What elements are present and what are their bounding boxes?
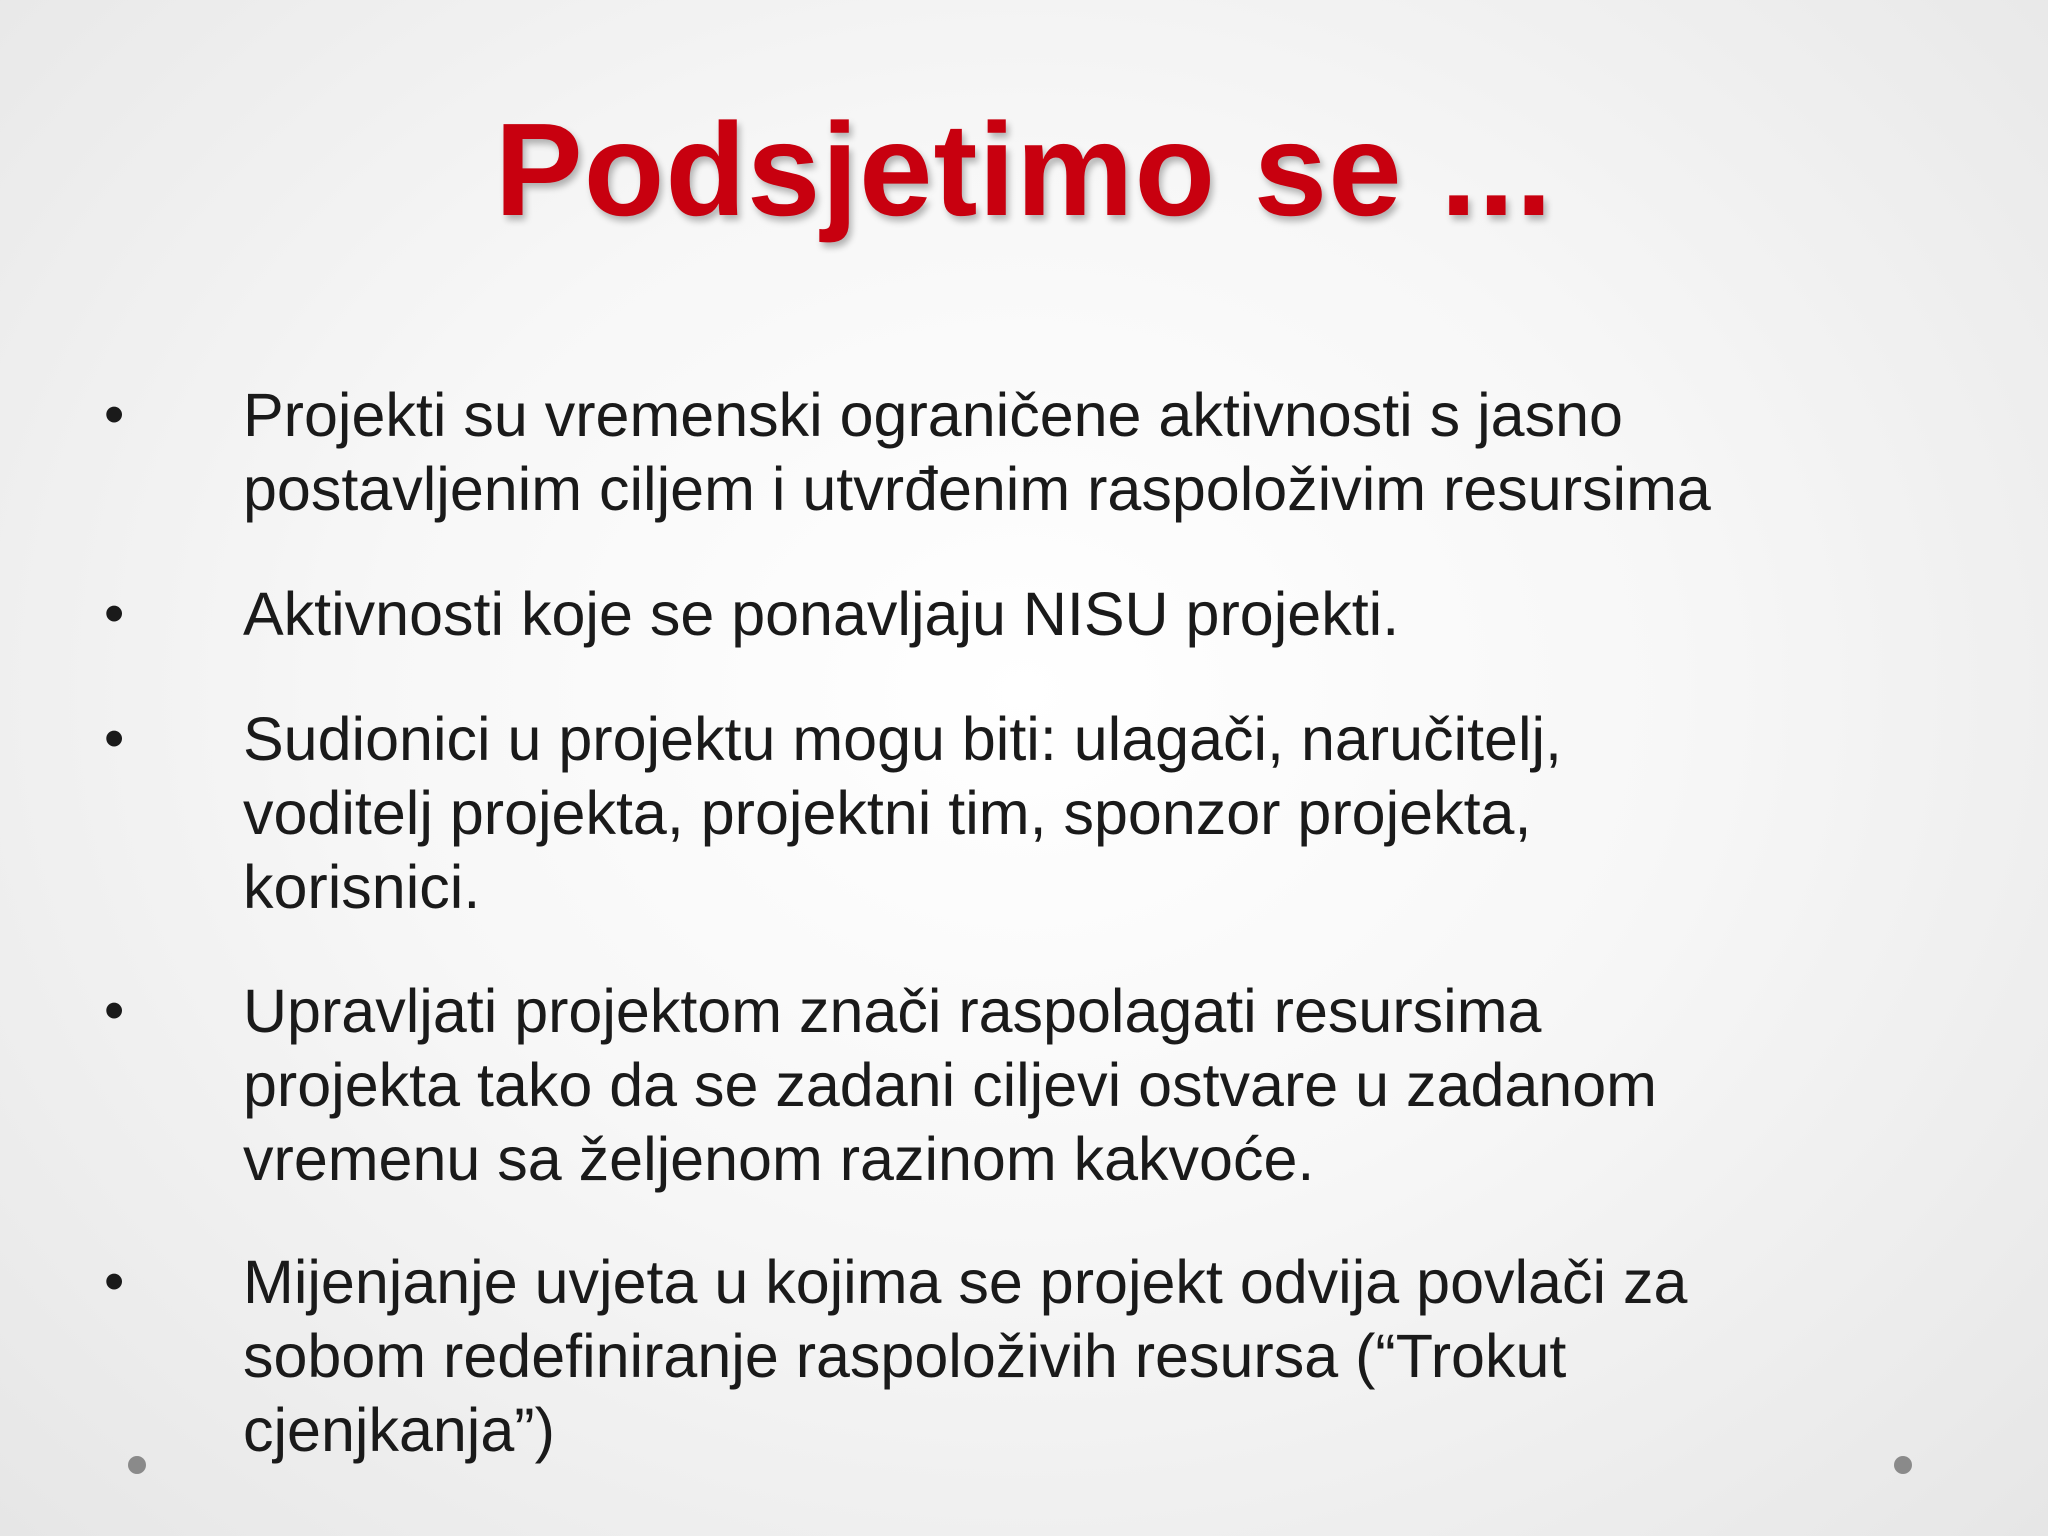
corner-decoration-dot-left (128, 1456, 146, 1474)
bullet-text: Projekti su vremenski ograničene aktivnosti s jasno postavljenim ciljem i utvrđenim raspoloživim resursima (243, 381, 1711, 523)
bullet-dot-icon: • (104, 382, 125, 447)
corner-decoration-dot-right (1894, 1456, 1912, 1474)
slide-title: Podsjetimo se ... (494, 96, 1554, 243)
bullet-text: Sudionici u projektu mogu biti: ulagači, naručitelj, voditelj projekta, projektni tim, sponzor projekta, korisnici. (243, 705, 1563, 921)
bullet-text: Upravljati projektom znači raspolagati resursima projekta tako da se zadani ciljevi ostvare u zadanom vremenu sa željenom razinom kakvoće. (243, 977, 1657, 1193)
bullet-text: Aktivnosti koje se ponavljaju NISU projekti. (243, 580, 1400, 648)
bullet-dot-icon: • (104, 978, 125, 1043)
bullet-dot-icon: • (104, 581, 125, 646)
bullet-dot-icon: • (104, 1249, 125, 1314)
bullet-text: Mijenjanje uvjeta u kojima se projekt odvija povlači za sobom redefiniranje raspoloživih resursa (“Trokut cjenjkanja”) (243, 1248, 1688, 1464)
bullet-dot-icon: • (104, 706, 125, 771)
